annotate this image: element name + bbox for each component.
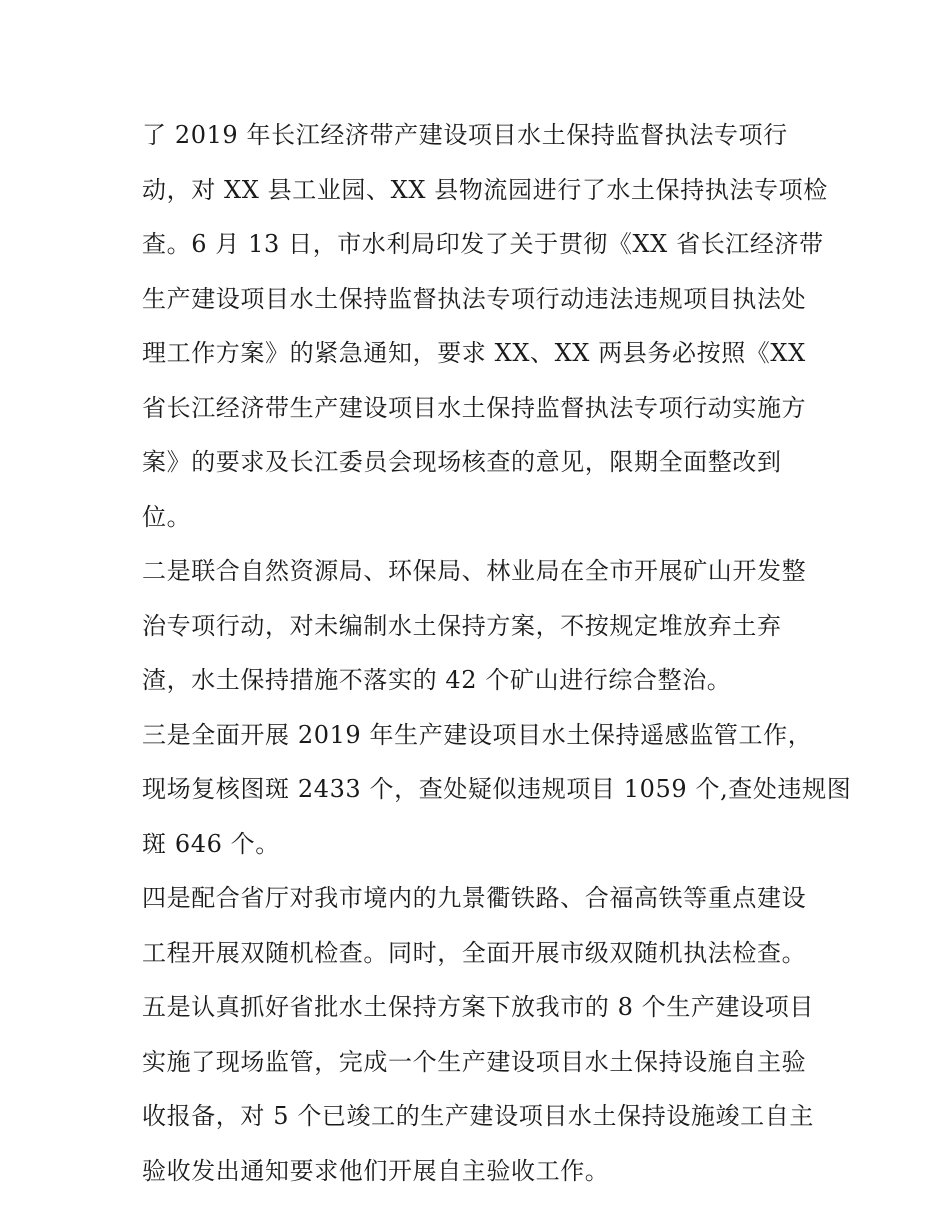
- text-line: 现场复核图斑 2433 个，查处疑似违规项目 1059 个,查处违规图: [142, 775, 852, 803]
- text-line: 收报备，对 5 个已竣工的生产建设项目水土保持设施竣工自主: [142, 1102, 814, 1130]
- text-line: 省长江经济带生产建设项目水土保持监督执法专项行动实施方: [142, 393, 807, 422]
- text-line: 工程开展双随机检查。同时，全面开展市级双随机执法检查。: [142, 938, 807, 967]
- text-line: 理工作方案》的紧急通知，要求 XX、XX 两县务必按照《XX: [142, 339, 806, 367]
- text-line: 斑 646 个。: [142, 829, 280, 858]
- text-line: 二是联合自然资源局、环保局、林业局在全市开展矿山开发整: [142, 557, 807, 585]
- text-line: 验收发出通知要求他们开展自主验收工作。: [142, 1156, 610, 1185]
- body-text: [142, 108, 852, 1198]
- text-line: 四是配合省厅对我市境内的九景衢铁路、合福高铁等重点建设: [142, 884, 807, 912]
- text-line: 位。: [142, 502, 192, 531]
- text-line: 治专项行动，对未编制水土保持方案，不按规定堆放弃土弃: [142, 611, 782, 640]
- text-line: 案》的要求及长江委员会现场核查的意见，限期全面整改到: [142, 448, 782, 476]
- text-line: 查。6 月 13 日，市水利局印发了关于贯彻《XX 省长江经济带: [142, 230, 824, 258]
- text-line: 三是全面开展 2019 年生产建设项目水土保持遥感监管工作，: [142, 720, 813, 749]
- text-line: 生产建设项目水土保持监督执法专项行动违法违规项目执法处: [142, 284, 807, 313]
- text-line: 了 2019 年长江经济带产建设项目水土保持监督执法专项行: [142, 121, 788, 149]
- text-line: 五是认真抓好省批水土保持方案下放我市的 8 个生产建设项目: [142, 993, 814, 1021]
- text-line: 动，对 XX 县工业园、XX 县物流园进行了水土保持执法专项检: [142, 175, 828, 204]
- text-line: 渣，水土保持措施不落实的 42 个矿山进行综合整治。: [142, 666, 732, 694]
- text-line: 实施了现场监管，完成一个生产建设项目水土保持设施自主验: [142, 1047, 807, 1076]
